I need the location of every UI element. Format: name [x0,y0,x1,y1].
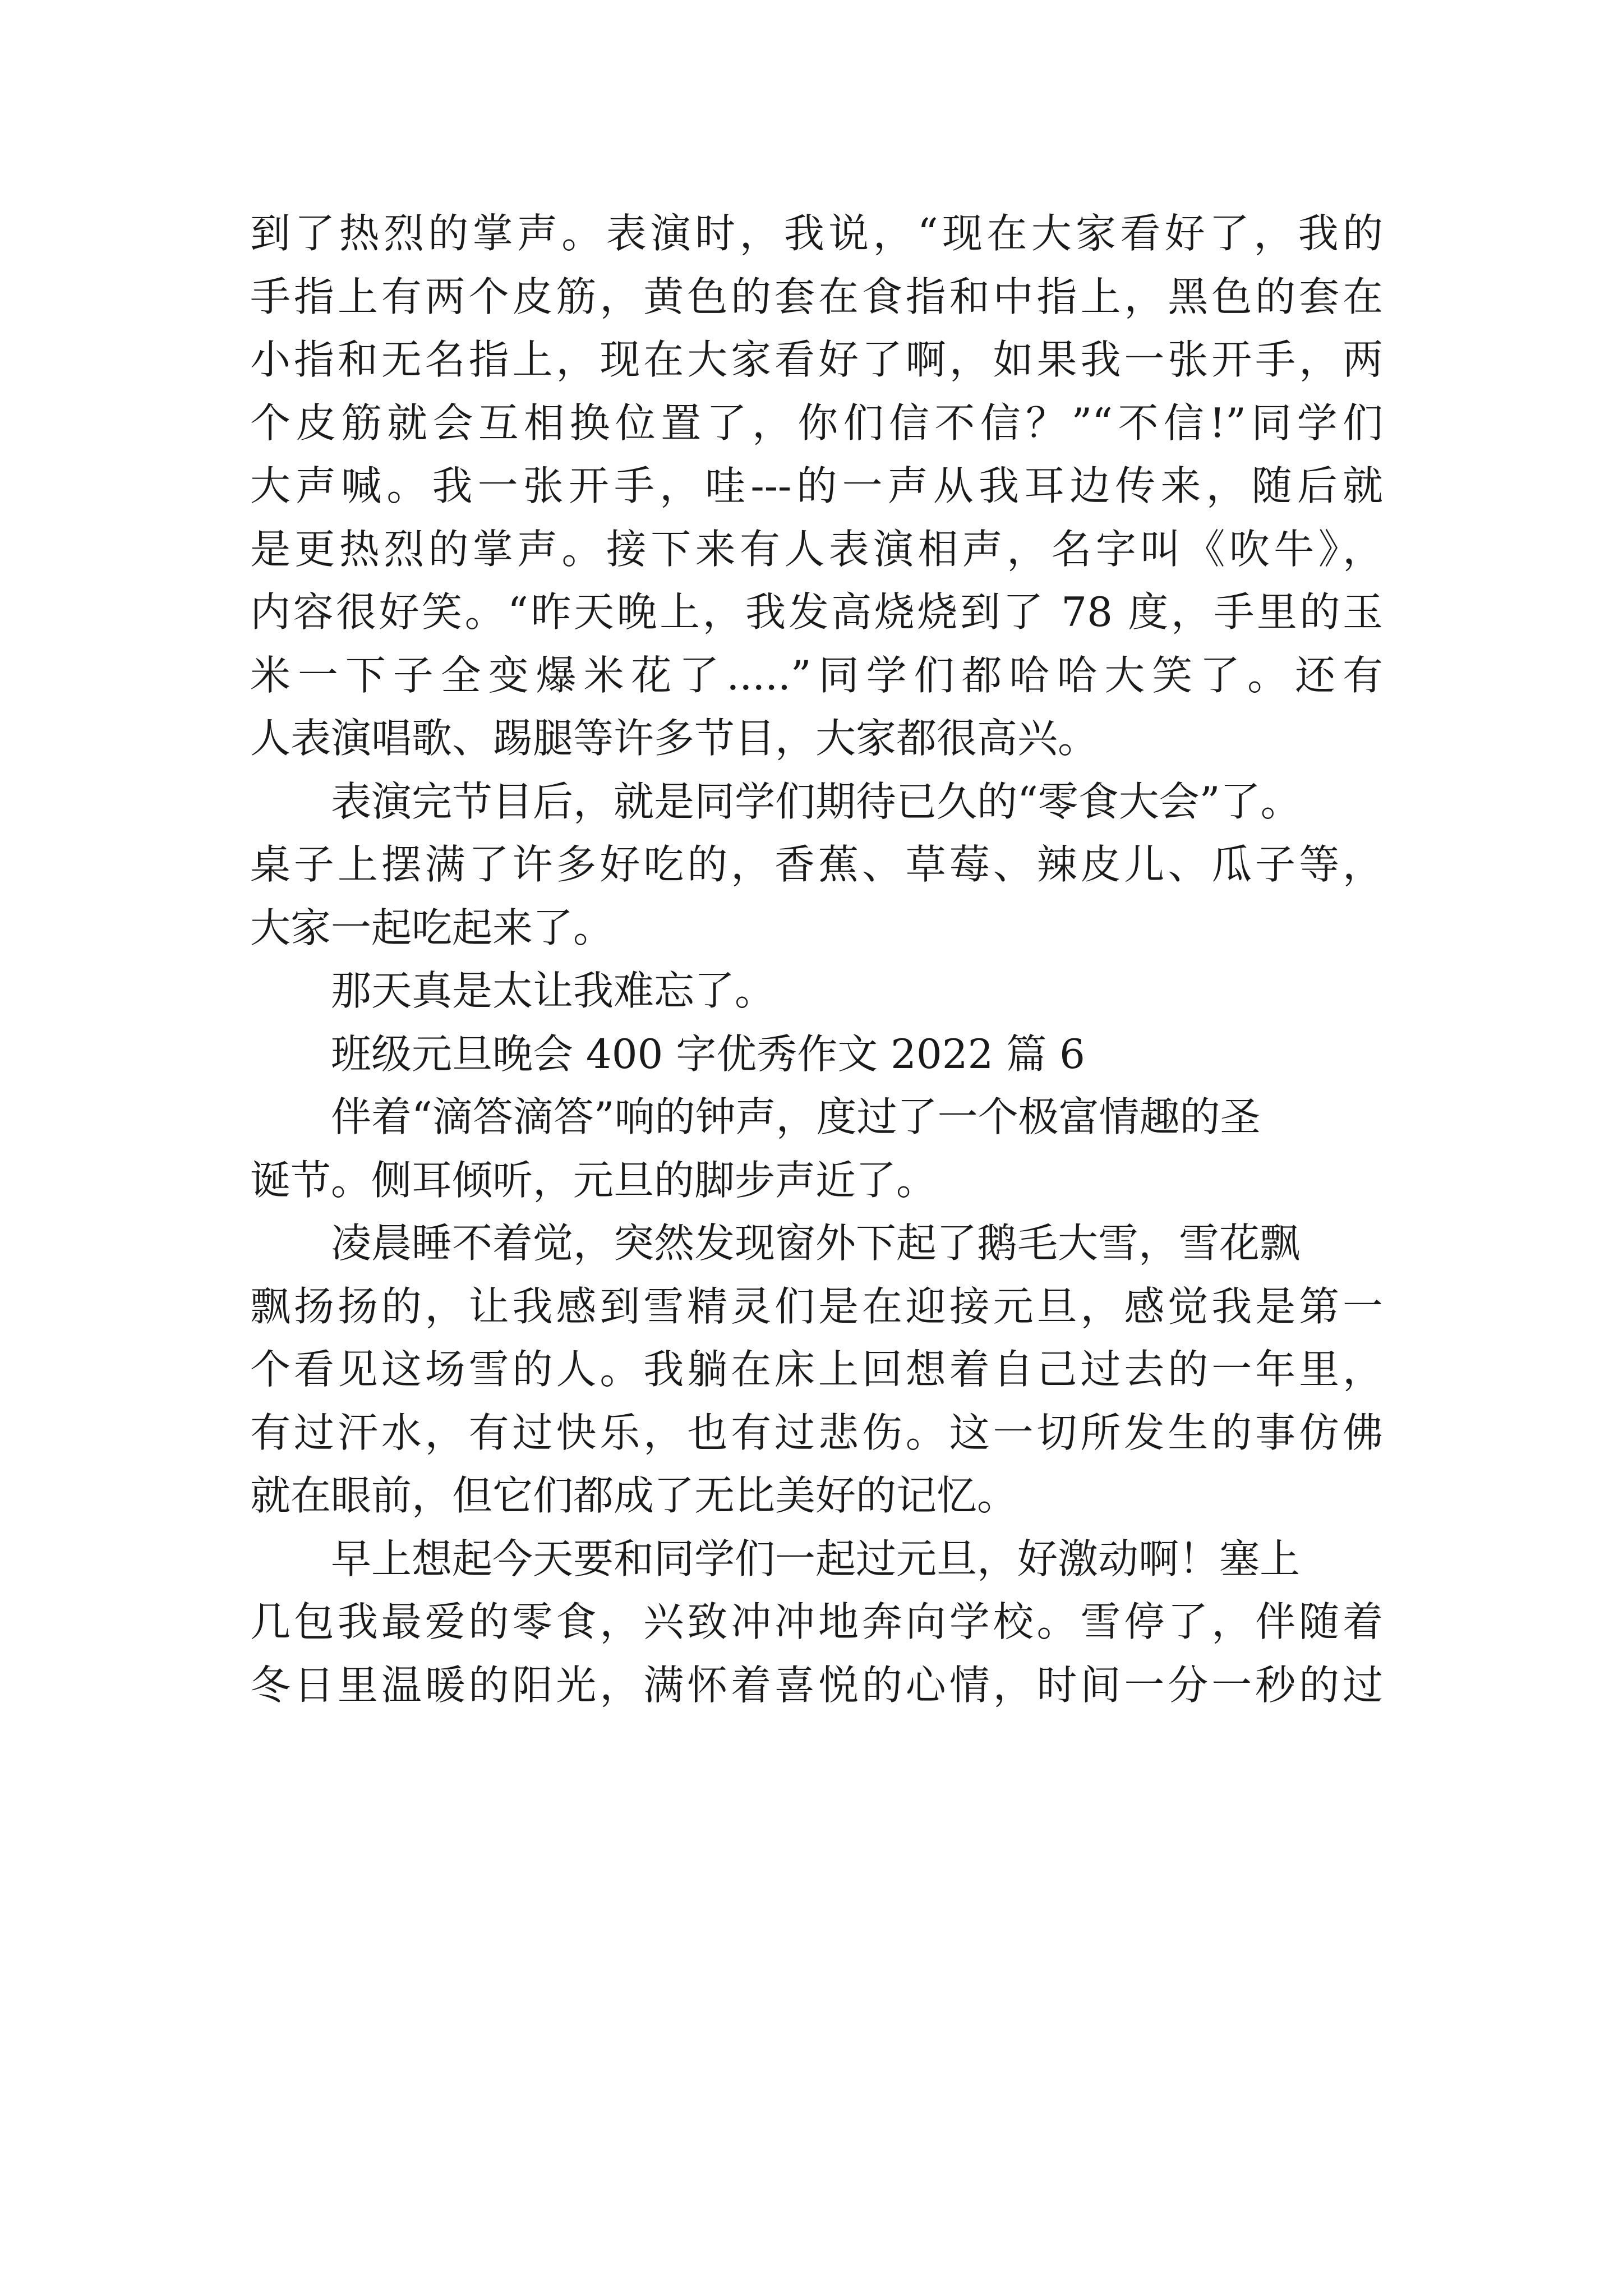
essay-body [250,202,1383,1717]
section-heading: 班级元旦晚会 400 字优秀作文 2022 篇 6 [331,1030,1085,1078]
text-line: 内容很好笑。“昨天晚上，我发高烧烧到了 78 度，手里的玉 [250,588,1383,636]
text-line: 几包我最爱的零食，兴致冲冲地奔向学校。雪停了，伴随着 [250,1598,1383,1645]
paragraph-start-line: 表演完节目后，就是同学们期待已久的“零食大会”了。 [331,777,1301,825]
text-line: 飘扬扬的，让我感到雪精灵们是在迎接元旦，感觉我是第一 [250,1282,1383,1330]
text-line: 小指和无名指上，现在大家看好了啊，如果我一张开手，两 [250,336,1383,383]
text-line: 是更热烈的掌声。接下来有人表演相声，名字叫《吹牛》， [250,525,1383,573]
text-line: 大家一起吃起来了。 [250,904,614,951]
text-line: 个皮筋就会互相换位置了，你们信不信？”“不信!”同学们 [250,399,1383,447]
text-line: 手指上有两个皮筋，黄色的套在食指和中指上，黑色的套在 [250,273,1383,320]
text-line: 桌子上摆满了许多好吃的，香蕉、草莓、辣皮儿、瓜子等， [250,841,1383,888]
text-line: 个看见这场雪的人。我躺在床上回想着自己过去的一年里， [250,1346,1383,1393]
paragraph-start-line: 凌晨睡不着觉，突然发现窗外下起了鹅毛大雪，雪花飘 [331,1220,1301,1267]
paragraph-start-line: 伴着“滴答滴答”响的钟声，度过了一个极富情趣的圣 [331,1093,1261,1140]
text-line: 有过汗水，有过快乐，也有过悲伤。这一切所发生的事仿佛 [250,1409,1383,1456]
text-line: 到了热烈的掌声。表演时，我说，“现在大家看好了，我的 [250,210,1383,257]
text-line: 就在眼前，但它们都成了无比美好的记忆。 [250,1472,1018,1519]
text-line: 米一下子全变爆米花了.....”同学们都哈哈大笑了。还有 [250,651,1383,699]
text-line: 大声喊。我一张开手，哇---的一声从我耳边传来，随后就 [250,462,1383,509]
text-line: 冬日里温暖的阳光，满怀着喜悦的心情，时间一分一秒的过 [250,1661,1383,1709]
paragraph-start-line: 那天真是太让我难忘了。 [331,967,776,1014]
text-line: 诞节。侧耳倾听，元旦的脚步声近了。 [250,1156,937,1204]
text-line: 人表演唱歌、踢腿等许多节目，大家都很高兴。 [250,715,1099,762]
paragraph-start-line: 早上想起今天要和同学们一起过元旦，好激动啊！塞上 [331,1535,1301,1582]
